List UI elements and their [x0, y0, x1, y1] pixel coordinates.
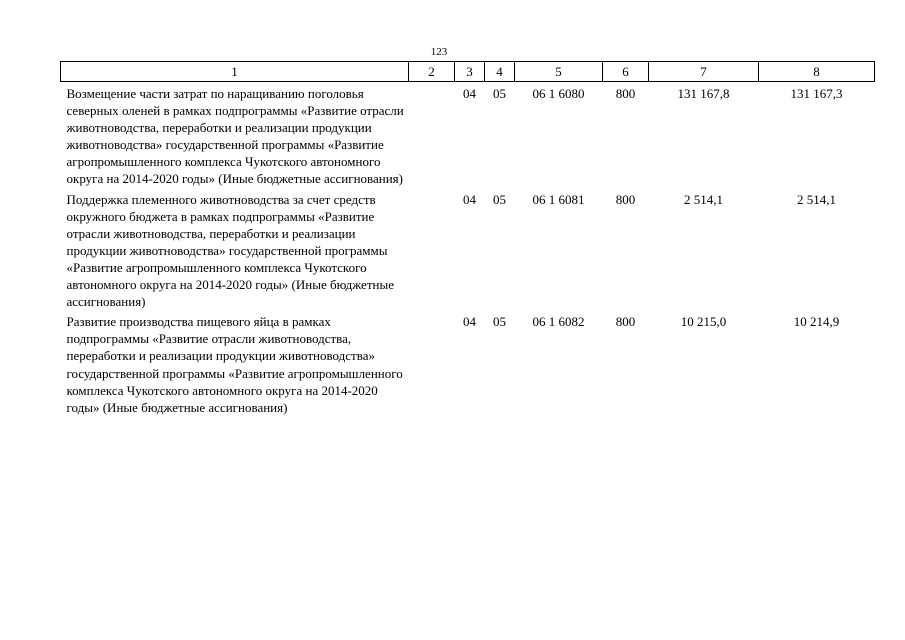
row-expense-type: 800	[615, 191, 636, 207]
header-col-4: 4	[485, 62, 515, 82]
row-subsection: 05	[493, 86, 506, 101]
row-target-article: 06 1 6080	[532, 86, 585, 101]
table-row	[61, 310, 875, 416]
row-section: 04	[463, 86, 476, 101]
row-description: Развитие производства пищевого яйца в рамках подпрограммы «Развитие отрасли животноводства, переработки и реализации продукции животноводства» государственной программы «Развитие агропромышленного комплекса Чукотского автономного округа на 2014-2020 годы» (Иные бюджетные ассигнования)	[66, 314, 403, 415]
row-subsection: 05	[493, 314, 506, 330]
header-col-2: 2	[409, 62, 455, 82]
header-col-1: 1	[61, 62, 409, 82]
header-row	[61, 62, 875, 82]
header-col-7: 7	[649, 62, 759, 82]
header-col-8: 8	[759, 62, 875, 82]
row-section: 04	[463, 314, 476, 330]
table-row	[61, 188, 875, 311]
row-amount-2: 10 214,9	[793, 314, 840, 330]
budget-table	[60, 61, 875, 416]
row-expense-type: 800	[615, 86, 636, 101]
row-amount-1: 2 514,1	[684, 191, 723, 207]
row-target-article: 06 1 6081	[532, 191, 585, 207]
row-subsection: 05	[493, 191, 506, 207]
row-amount-2: 131 167,3	[790, 86, 843, 101]
row-description: Поддержка племенного животноводства за счет средств окружного бюджета в рамках подпрограммы «Развитие отрасли животноводства, переработки и реализации продукции животноводства» государственной программы «Развитие агропромышленного комплекса Чукотского автономного округа на 2014-2020 годы» (Иные бюджетные ассигнования)	[66, 191, 394, 310]
row-col2	[409, 188, 455, 311]
row-col2	[409, 82, 455, 188]
header-col-5: 5	[515, 62, 603, 82]
page-number: 123	[430, 46, 448, 58]
header-col-3: 3	[455, 62, 485, 82]
row-expense-type: 800	[615, 314, 636, 330]
row-amount-1: 10 215,0	[680, 314, 727, 330]
table-row	[61, 82, 875, 188]
row-col2	[409, 310, 455, 416]
header-col-6: 6	[603, 62, 649, 82]
row-target-article: 06 1 6082	[532, 314, 585, 330]
row-section: 04	[463, 191, 476, 207]
row-amount-1: 131 167,8	[677, 86, 730, 101]
row-amount-2: 2 514,1	[797, 191, 836, 207]
row-description: Возмещение части затрат по наращиванию поголовья северных оленей в рамках подпрограммы «Развитие отрасли животноводства, переработки и реализации продукции животноводства» государственной программы «Развитие агропромышленного комплекса Чукотского автономного округа на 2014-2020 годы» (Иные бюджетные ассигнования)	[66, 86, 404, 187]
